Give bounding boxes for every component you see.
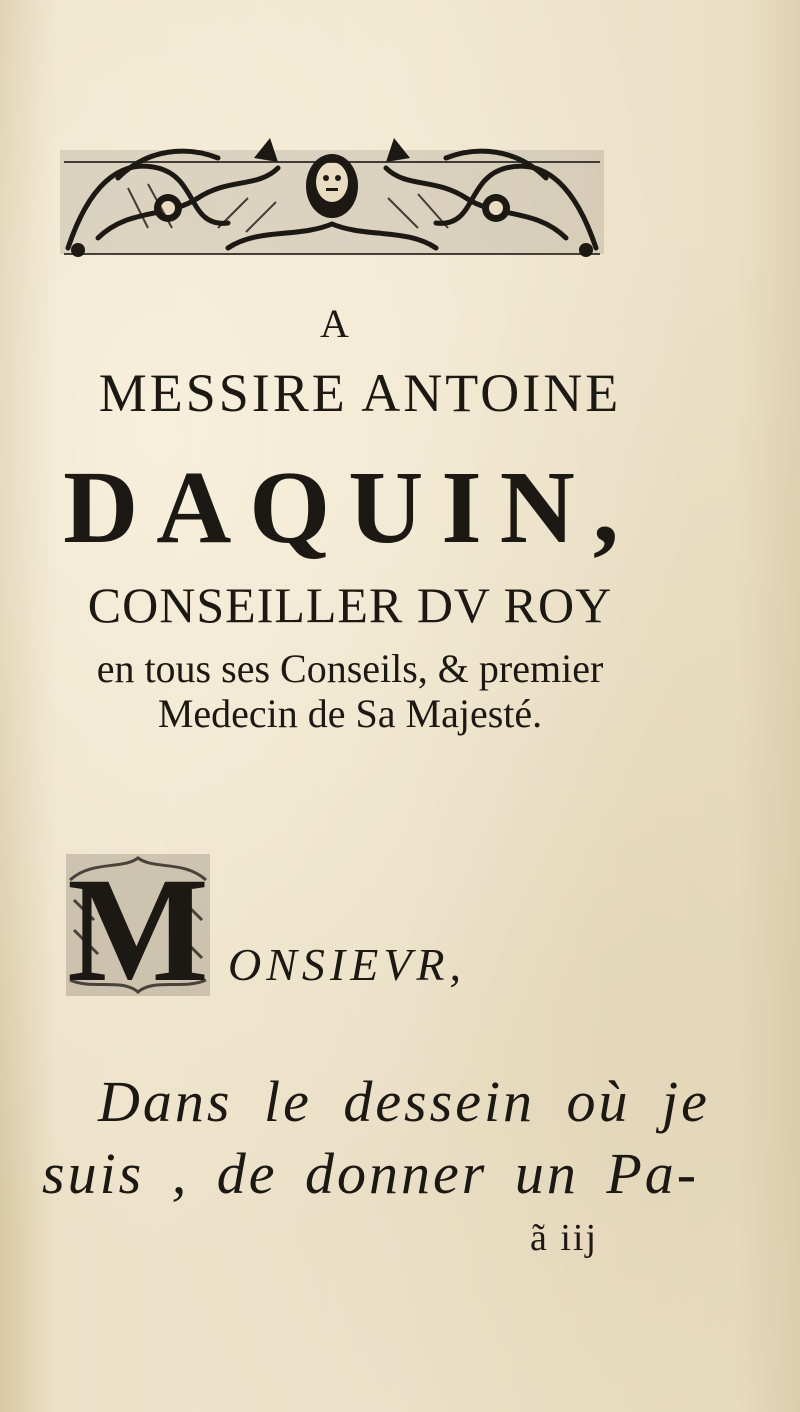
body-text-line-1: Dans le dessein où je: [98, 1069, 710, 1134]
salutation: ONSIEVR,: [228, 939, 467, 990]
signature-mark: ã iij: [530, 1217, 599, 1259]
body-text-line-2: suis , de donner un Pa-: [42, 1141, 700, 1206]
addressee-title-line2: en tous ses Conseils, & premier: [96, 646, 604, 691]
addressee-title-line3: Medecin de Sa Majesté.: [157, 691, 543, 736]
initial-letter: M: [67, 850, 209, 1000]
dedication-preposition: A: [320, 301, 350, 346]
addressee-name: MESSIRE ANTOINE: [98, 363, 622, 423]
addressee-title: CONSEILLER DV ROY: [87, 577, 613, 633]
addressee-surname: DAQUIN,: [63, 450, 637, 565]
decorated-initial-ornament: [62, 850, 214, 1000]
woodcut-headpiece-ornament: [58, 128, 606, 260]
